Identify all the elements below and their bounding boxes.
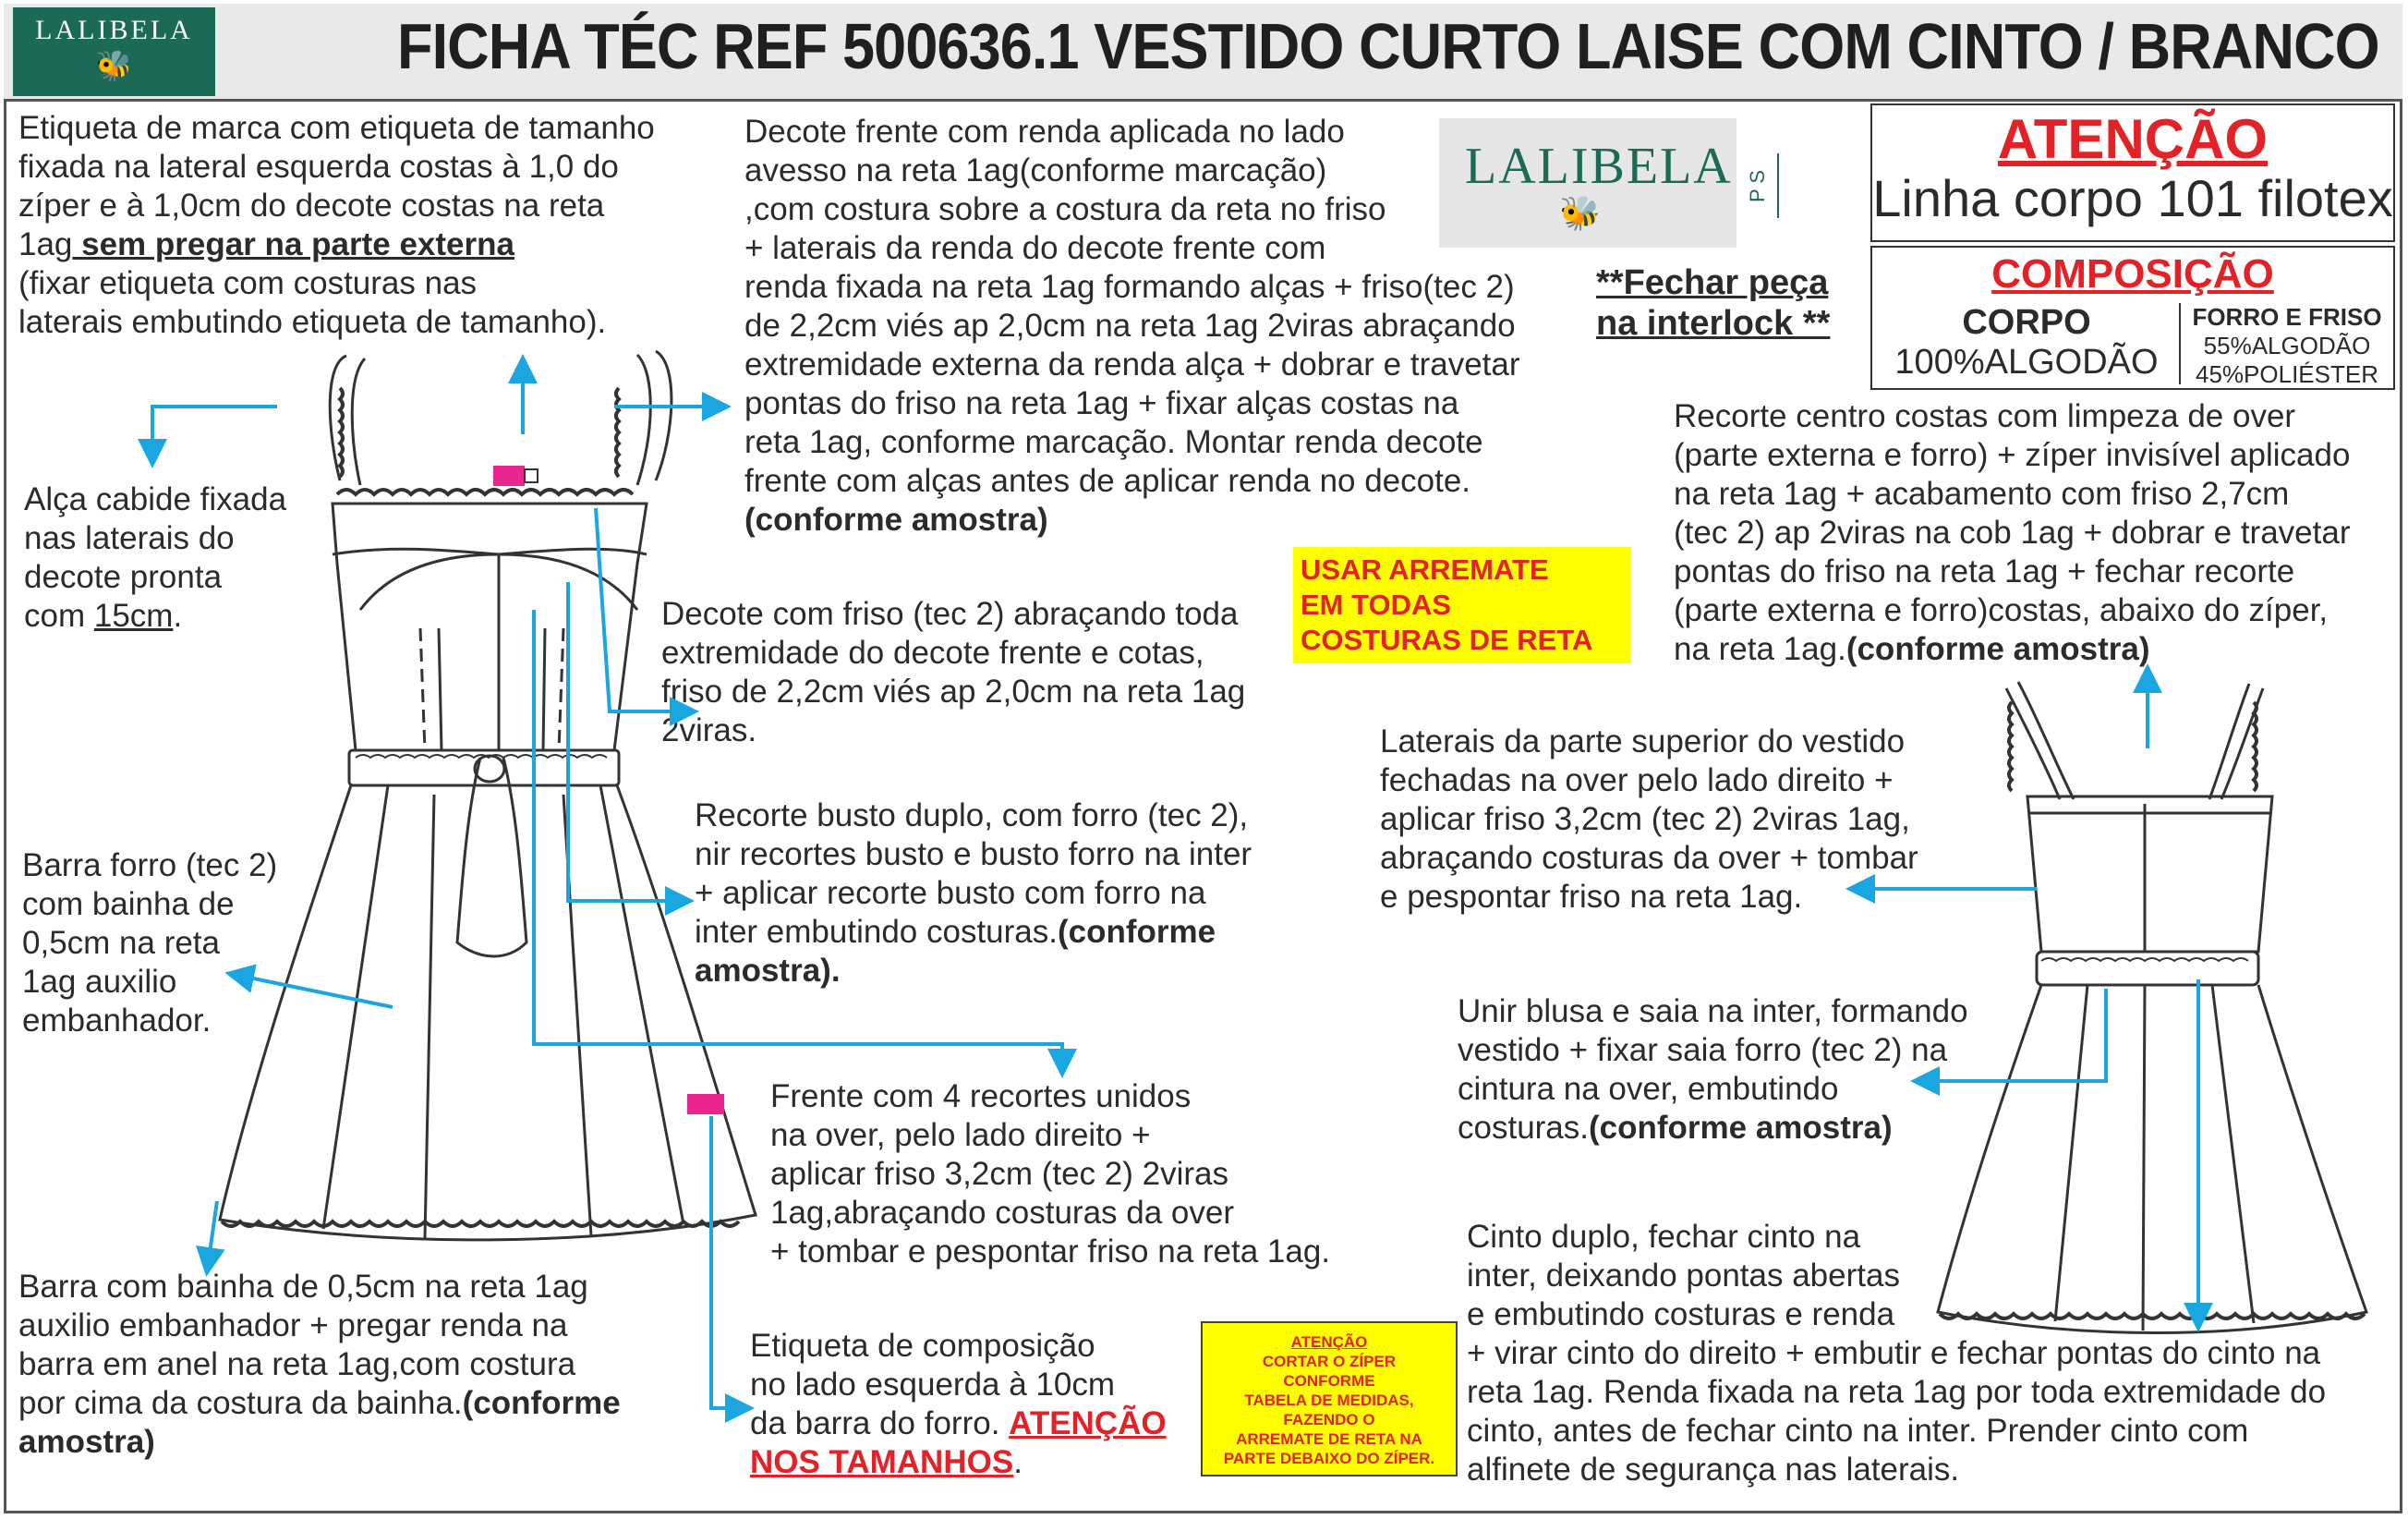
logo-text: LALIBELA [35, 15, 193, 45]
yellow-note-ziper: ATENÇÃO CORTAR O ZÍPER CONFORME TABELA DE MEDIDAS, FAZENDO O ARREMATE DE RETA NA PARTE DEBAIXO DO ZÍPER. [1201, 1321, 1458, 1476]
note-barra-forro: Barra forro (tec 2) com bainha de 0,5cm na reta 1ag auxilio embanhador. [22, 847, 278, 1039]
note-recorte-costas: Recorte centro costas com limpeza de over (parte externa e forro) + zíper invisível aplicado na reta 1ag + acabamento com friso 2,7cm (tec 2) ap 2viras na cob 1ag + dobrar e travetar pontas do friso na reta 1ag + fechar recorte (parte externa e forro)costas, abaixo do zíper, na reta 1ag.(conforme amostra) [1674, 398, 2351, 667]
arrow-icon [152, 365, 2198, 1408]
note-barra-bainha: Barra com bainha de 0,5cm na reta 1ag auxilio embanhador + pregar renda na barra em anel na reta 1ag,com costura por cima da costura da bainha.(conforme amostra) [18, 1269, 621, 1460]
dress-front-drawing [220, 351, 756, 1240]
note-laterais: Laterais da parte superior do vestido fechadas na over pelo lado direito + aplicar friso 3,2cm (tec 2) 2viras 1ag, abraçando costuras da over + tombar e pespontar friso na reta 1ag. [1380, 723, 1918, 915]
note-decote-frente: Decote frente com renda aplicada no lado avesso na reta 1ag(conforme marcação) ,com costura sobre a costura da reta no friso + laterais da renda do decote frente com renda fixada na reta 1ag formando alças + friso(tec 2) de 2,2cm viés ap 2,0cm na reta 1ag 2viras abraçando extremidade externa da renda alça + dobrar e travetar pontas do friso na reta 1ag + fixar alças costas na reta 1ag, conforme marcação. Montar renda decote frente com alças antes de aplicar renda no decote. (conforme amostra) [744, 114, 1520, 538]
note-alca-cabide: Alça cabide fixada nas laterais do decote pronta com 15cm. [24, 481, 287, 634]
label-marker-top [493, 466, 525, 486]
yellow-note-arremate: USAR ARREMATE EM TODAS COSTURAS DE RETA [1293, 547, 1631, 663]
bee-icon: 🐝 [1559, 194, 1601, 232]
attention-line: Linha corpo 101 filotex [1872, 169, 2393, 227]
note-etiqueta-composicao: Etiqueta de composição no lado esquerda à 10cm da barra do forro. ATENÇÃO NOS TAMANHOS. [750, 1328, 1167, 1480]
note-recorte-busto: Recorte busto duplo, com forro (tec 2), nir recortes busto e busto forro na inter + aplicar recorte busto com forro na inter embutindo costuras.(conforme amostra). [695, 797, 1252, 989]
composition-heading: COMPOSIÇÃO [1991, 251, 2274, 297]
size-tag: P S [1744, 153, 1779, 218]
note-frente-recortes: Frente com 4 recortes unidos na over, pelo lado direito + aplicar friso 3,2cm (tec 2) 2viras 1ag,abraçando costuras da over + tombar e pespontar friso na reta 1ag. [770, 1078, 1331, 1270]
dress-back-drawing [1938, 682, 2366, 1333]
note-unir-blusa: Unir blusa e saia na inter, formando vestido + fixar saia forro (tec 2) na cintura na over, embutindo costuras.(conforme amostra) [1458, 993, 1968, 1146]
attention-heading: ATENÇÃO [1997, 108, 2269, 170]
interlock-note: **Fechar peça na interlock ** [1596, 263, 1831, 343]
composition-corpo: CORPO 100%ALGODÃO [1894, 303, 2159, 382]
bee-icon: 🐝 [95, 49, 133, 82]
page-title: FICHA TÉC REF 500636.1 VESTIDO CURTO LAISE COM CINTO / BRANCO [397, 10, 2379, 82]
note-cinto: Cinto duplo, fechar cinto na inter, deixando pontas abertas e embutindo costuras e renda + virar cinto do direito + embutir e fechar pontas do cinto na reta 1ag. Renda fixada na reta 1ag por toda extremidade do cinto, antes de fechar cinto na inter. Prender cinto com alfinete de segurança nas laterais. [1467, 1219, 2327, 1488]
brand-logo-text: LALIBELA [1465, 138, 1733, 195]
label-marker-bottom [687, 1094, 724, 1114]
note-decote-friso: Decote com friso (tec 2) abraçando toda extremidade do decote frente e cotas, friso de 2,2cm viés ap 2,0cm na reta 1ag 2viras. [661, 596, 1246, 748]
strap-right [656, 351, 672, 480]
composition-forro: FORRO E FRISO 55%ALGODÃO 45%POLIÉSTER [2179, 303, 2393, 384]
note-etiqueta-marca: Etiqueta de marca com etiqueta de tamanho fixada na lateral esquerda costas à 1,0 do zíper e à 1,0cm do decote costas na reta 1ag sem pregar na parte externa (fixar etiqueta com costuras nas laterais embutindo etiqueta de tamanho). [18, 110, 655, 340]
